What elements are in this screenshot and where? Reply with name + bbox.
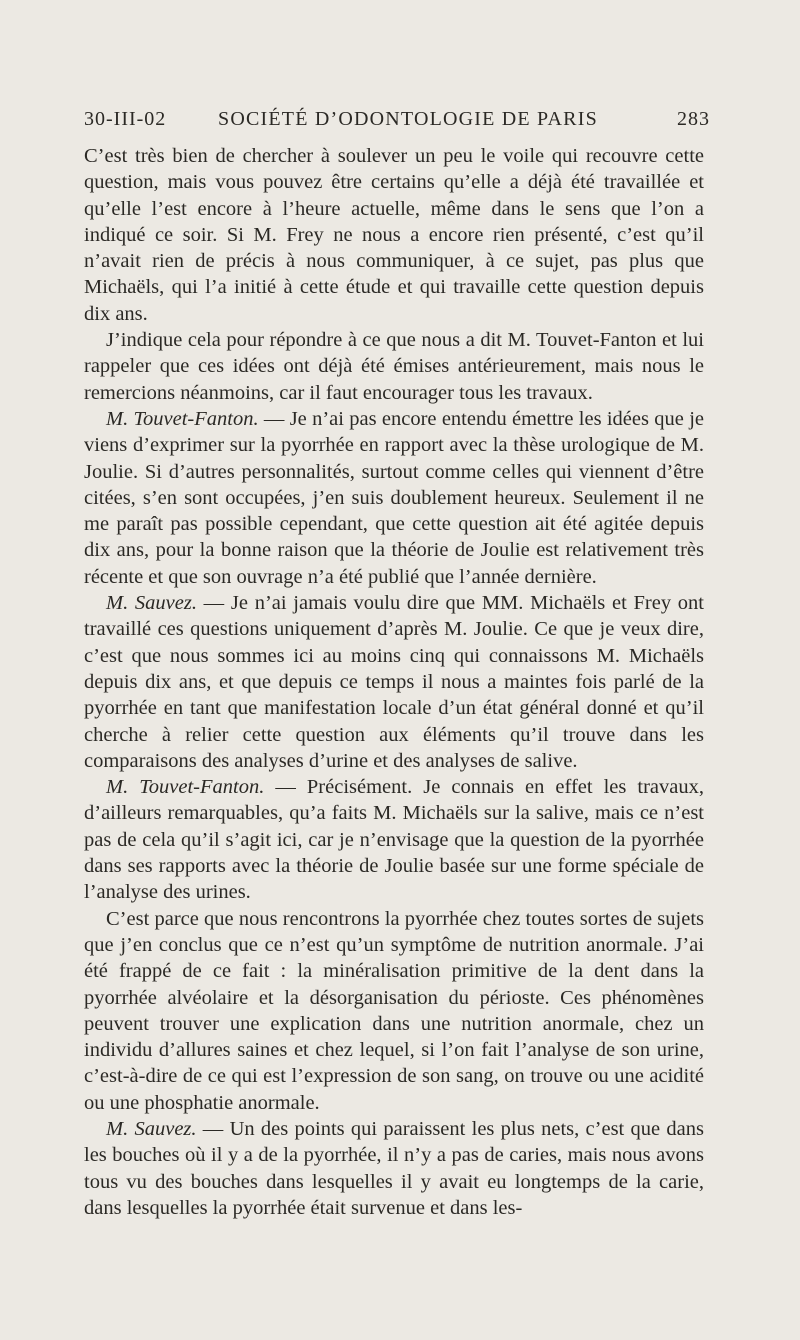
paragraph (84, 1116, 704, 1221)
paragraph (84, 590, 704, 774)
paragraph (84, 143, 704, 327)
running-header (84, 108, 710, 138)
page-number: 283 (677, 108, 710, 130)
speaker-name: M. Sauvez. (106, 592, 197, 615)
paragraph-text: — Je n’ai jamais voulu dire que MM. Michaëls et Frey ont travaillé ces questions uniquement d’après M. Joulie. Ce que je veux dire, c’est que nous sommes ici au moins cinq qui connaissons M. Michaëls depuis dix ans, et que depuis ce temps il nous a maintes fois parlé de la pyorrhée en tant que manifestation locale d’un état général donné et qu’il cherche à relier cette question aux éléments qu’il trouve dans les comparaisons des analyses d’urine et des analyses de salive. (84, 592, 704, 772)
paragraph-text: — Je n’ai pas encore entendu émettre les idées que je viens d’exprimer sur la pyorrhée en rapport avec la thèse urologique de M. Joulie. Si d’autres personnalités, surtout comme celles qui viennent d’être citées, s’en sont occupées, j’en suis doublement heureux. Seulement il ne me paraît pas possible cependant, que cette question ait été agitée depuis dix ans, pour la bonne raison que la théorie de Joulie est relativement très récente et que son ouvrage n’a été publié que l’année dernière. (84, 407, 704, 588)
paragraph-text: — Précisément. Je connais en effet les travaux, d’ailleurs remarquables, qu’a faits M. Michaëls sur la salive, mais ce n’est pas de cela qu’il s’agit ici, car je n’envisage que la question de la pyorrhée dans ses rapports avec la théorie de Joulie basée sur une forme spéciale de l’analyse des urines. (84, 776, 704, 904)
speaker-name: M. Touvet-Fanton. (106, 407, 259, 430)
speaker-name: M. Touvet-Fanton. (106, 776, 265, 799)
speaker-name: M. Sauvez. (106, 1117, 197, 1140)
paragraph (84, 406, 704, 590)
paragraph-text: — Un des points qui paraissent les plus nets, c’est que dans les bouches où il y a de la pyorrhée, il n’y a pas de caries, mais nous avons tous vu des bouches dans lesquelles il y avait eu longtemps de la carie, dans lesquelles la pyorrhée était survenue et dans les- (84, 1117, 704, 1219)
header-title: SOCIÉTÉ D’ODONTOLOGIE DE PARIS (218, 108, 598, 130)
paragraph-text: C’est très bien de chercher à soulever un peu le voile qui recouvre cette question, mais vous pouvez être certains qu’elle a déjà été travaillée et qu’elle l’est encore à l’heure actuelle, même dans le sens que l’on a indiqué ce soir. Si M. Frey ne nous a encore rien présenté, c’est qu’il n’avait rien de précis à nous communiquer, à ce sujet, pas plus que Michaëls, qui l’a initié à cette étude et qui travaille cette question depuis dix ans. (84, 145, 704, 325)
paragraph-text: J’indique cela pour répondre à ce que nous a dit M. Touvet-Fanton et lui rappeler que ces idées ont déjà été émises antérieurement, mais nous le remercions néanmoins, car il faut encourager tous les travaux. (84, 329, 704, 404)
paragraph (84, 906, 704, 1116)
paragraph-text: C’est parce que nous rencontrons la pyorrhée chez toutes sortes de sujets que j’en conclus que ce n’est qu’un symptôme de nutrition anormale. J’ai été frappé de ce fait : la minéralisation primitive de la dent dans la pyorrhée alvéolaire et la désorganisation du périoste. Ces phénomènes peuvent trouver une explication dans une nutrition anormale, chez un individu d’allures saines et chez lequel, si l’on fait l’analyse de son urine, c’est-à-dire de ce qui est l’expression de son sang, on trouve ou une acidité ou une phosphatie anormale. (84, 907, 704, 1114)
header-date: 30-III-02 (84, 108, 167, 130)
paragraph (84, 327, 704, 406)
paragraph (84, 774, 704, 905)
body-text (84, 143, 704, 1221)
